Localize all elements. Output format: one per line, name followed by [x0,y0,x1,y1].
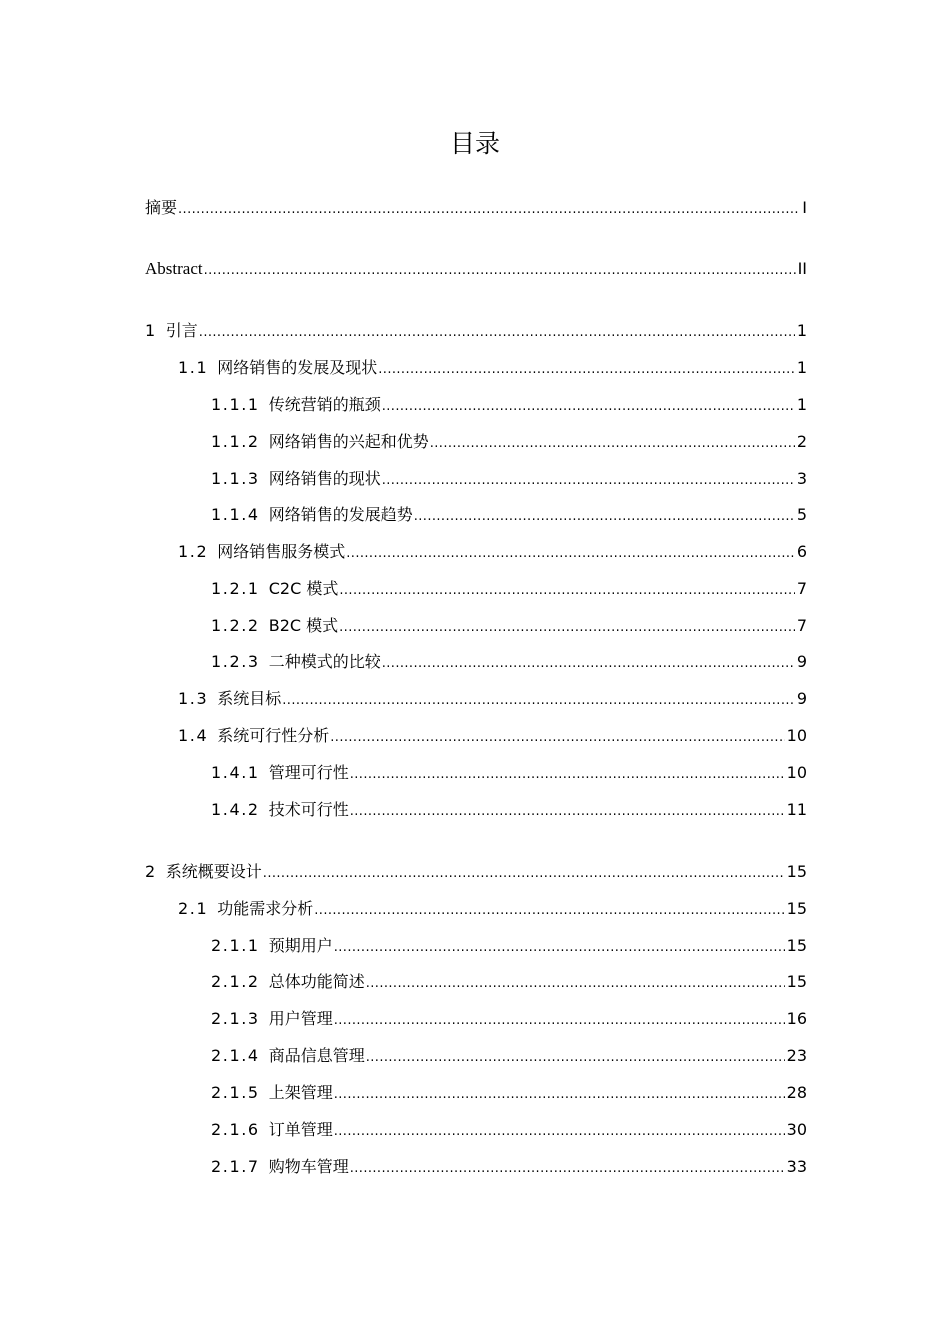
toc-entry-page: 7 [796,616,807,635]
toc-entry-page: 6 [796,542,807,561]
toc-entry-2-1-3[interactable] [211,1007,807,1031]
dot-leader [382,652,795,676]
toc-entry-label: 系统目标 [217,689,282,708]
toc-entry-page: 30 [786,1120,807,1139]
toc-entry-number: 1.3 [178,689,209,708]
dot-leader [334,1083,785,1107]
toc-entry-page: 28 [786,1083,807,1102]
toc-entry-page: I [802,198,807,217]
dot-leader [366,1046,785,1070]
toc-entry-2-1-7[interactable] [211,1155,807,1179]
toc-entry-number: 2.1.1 [211,936,260,955]
dot-leader [263,862,785,886]
toc-entry-1-2-3[interactable] [211,650,807,674]
toc-entry-label: 系统可行性分析 [217,726,330,745]
toc-entry-abstract-cn[interactable] [145,196,807,220]
toc-entry-number: 1.4.1 [211,763,260,782]
toc-entry-number: 1.2 [178,542,209,561]
toc-entry-number: 1.1 [178,358,209,377]
toc-entry-label: 系统概要设计 [165,862,262,881]
toc-entry-number: 2.1.2 [211,972,260,991]
dot-leader [282,689,795,713]
dot-leader [204,259,796,283]
toc-entry-1-1[interactable] [178,356,807,380]
toc-entry-1-2-2[interactable] [211,614,807,638]
toc-entry-number: 2.1.4 [211,1046,260,1065]
dot-leader [414,505,795,529]
dot-leader [199,321,795,345]
toc-entry-label: C2C 模式 [268,579,339,598]
toc-entry-page: 7 [796,579,807,598]
toc-entry-2-1-2[interactable] [211,970,807,994]
toc-entry-page: 15 [786,972,807,991]
toc-entry-number: 1.2.3 [211,652,260,671]
toc-entry-label: 传统营销的瓶颈 [268,395,381,414]
toc-entry-label: 总体功能简述 [268,972,365,991]
toc-entry-number: 2 [145,862,157,881]
dot-leader [339,616,795,640]
page-title: 目录 [449,129,500,158]
toc-entry-number: 1.2.2 [211,616,260,635]
toc-entry-page: 16 [786,1009,807,1028]
toc-entry-page: 3 [796,469,807,488]
toc-entry-page: 2 [796,432,807,451]
toc-entry-page: 33 [786,1157,807,1176]
toc-entry-label: 网络销售服务模式 [217,542,346,561]
toc-entry-page: 23 [786,1046,807,1065]
toc-entry-label: Abstract [145,259,203,278]
toc-entry-2-1-5[interactable] [211,1081,807,1105]
toc-entry-label: 网络销售的发展趋势 [268,505,413,524]
toc-entry-2-1-6[interactable] [211,1118,807,1142]
dot-leader [346,542,795,566]
dot-leader [378,358,795,382]
toc-entry-2[interactable] [145,860,807,884]
toc-entry-page: 5 [796,505,807,524]
toc-entry-page: 1 [796,358,807,377]
toc-entry-label: 购物车管理 [268,1157,349,1176]
toc-entry-page: 10 [786,763,807,782]
toc-entry-label: 功能需求分析 [217,899,314,918]
toc-entry-number: 1.2.1 [211,579,260,598]
dot-leader [350,800,785,824]
dot-leader [334,1009,785,1033]
dot-leader [382,469,795,493]
toc-entry-1-1-2[interactable] [211,430,807,454]
toc-entry-label: 用户管理 [268,1009,333,1028]
dot-leader [314,899,784,923]
dot-leader [334,1120,785,1144]
toc-entry-page: 15 [786,899,807,918]
toc-entry-label: 商品信息管理 [268,1046,365,1065]
toc-entry-page: 1 [796,395,807,414]
toc-entry-label: 上架管理 [268,1083,333,1102]
toc-entry-2-1[interactable] [178,897,807,921]
toc-entry-1-1-4[interactable] [211,503,807,527]
toc-entry-page: 9 [796,689,807,708]
toc-entry-label: 网络销售的现状 [268,469,381,488]
toc-entry-page: 1 [796,321,807,340]
toc-entry-abstract-en[interactable] [145,257,807,281]
toc-entry-number: 1.4 [178,726,209,745]
toc-entry-number: 2.1.7 [211,1157,260,1176]
dot-leader [350,1157,785,1181]
toc-entry-label: 订单管理 [268,1120,333,1139]
toc-entry-label: 网络销售的发展及现状 [217,358,378,377]
toc-entry-page: 10 [786,726,807,745]
toc-entry-number: 2.1.6 [211,1120,260,1139]
toc-entry-number: 1.1.1 [211,395,260,414]
toc-entry-number: 2.1 [178,899,209,918]
toc-entry-1-1-3[interactable] [211,467,807,491]
toc-entry-number: 1.1.4 [211,505,260,524]
toc-entry-label: 预期用户 [268,936,333,955]
toc-entry-1-4[interactable] [178,724,807,748]
toc-entry-label: 技术可行性 [268,800,349,819]
toc-entry-page: 15 [786,862,807,881]
toc-entry-page: 15 [786,936,807,955]
toc-entry-number: 2.1.3 [211,1009,260,1028]
toc-entry-2-1-4[interactable] [211,1044,807,1068]
toc-entry-1-4-2[interactable] [211,798,807,822]
toc-entry-2-1-1[interactable] [211,934,807,958]
toc-entry-label: 二种模式的比较 [268,652,381,671]
toc-entry-number: 1.1.3 [211,469,260,488]
dot-leader [430,432,795,456]
toc-entry-number: 1 [145,321,157,340]
toc-entry-label: B2C 模式 [268,616,339,635]
dot-leader [178,198,800,222]
toc-entry-page: 9 [796,652,807,671]
toc-entry-label: 引言 [165,321,198,340]
dot-leader [382,395,795,419]
toc-entry-page: II [797,259,807,278]
toc-entry-label: 管理可行性 [268,763,349,782]
toc-entry-1-1-1[interactable] [211,393,807,417]
dot-leader [330,726,784,750]
toc-entry-label: 网络销售的兴起和优势 [268,432,429,451]
toc-entry-1-3[interactable] [178,687,807,711]
toc-entry-1-4-1[interactable] [211,761,807,785]
toc-entry-page: 11 [786,800,807,819]
toc-entry-number: 2.1.5 [211,1083,260,1102]
toc-entry-1-2[interactable] [178,540,807,564]
dot-leader [334,936,785,960]
dot-leader [339,579,794,603]
toc-entry-1-2-1[interactable] [211,577,807,601]
toc-entry-number: 1.4.2 [211,800,260,819]
toc-entry-label: 摘要 [145,198,178,217]
toc-entry-number: 1.1.2 [211,432,260,451]
dot-leader [350,763,785,787]
dot-leader [366,972,785,996]
toc-entry-1[interactable] [145,319,807,343]
